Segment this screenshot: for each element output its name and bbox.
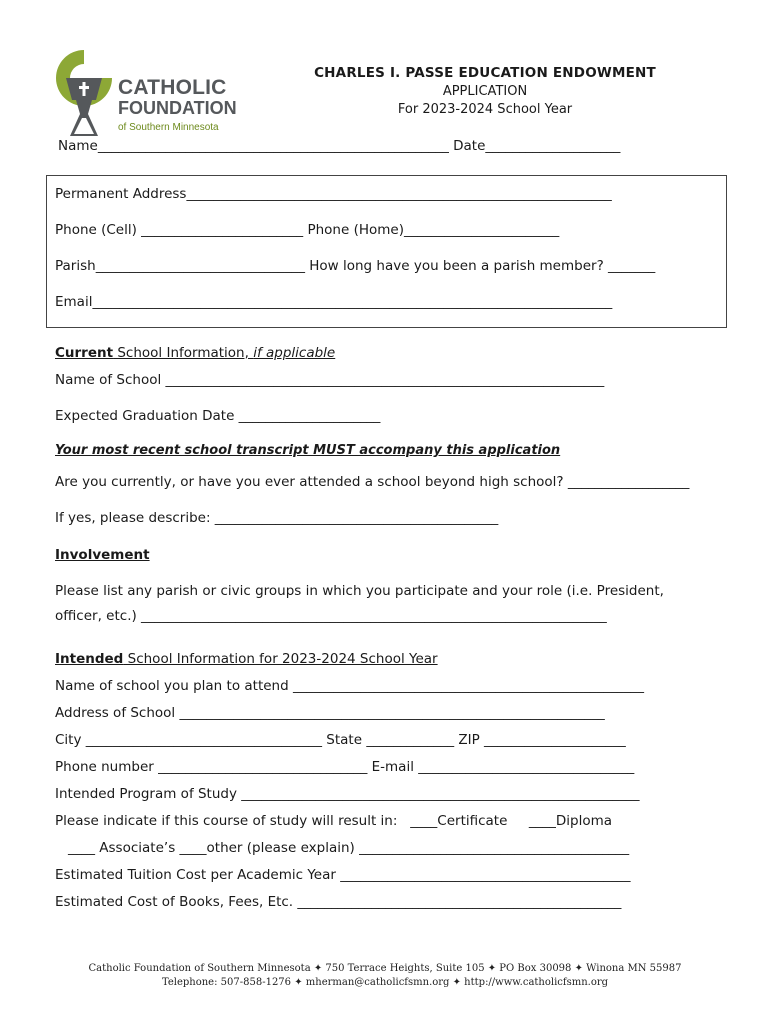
- city-state-zip-field[interactable]: City ___________________________________ State _____________ ZIP _____________________: [55, 732, 626, 748]
- footer-address: Catholic Foundation of Southern Minnesota ✦ 750 Terrace Heights, Suite 105 ✦ PO Box 30098 ✦ Winona MN 55987: [88, 963, 682, 974]
- current-label: Current: [55, 345, 114, 361]
- beyond-high-school-field[interactable]: Are you currently, or have you ever attended a school beyond high school? __________________: [55, 474, 690, 490]
- phone-email-field[interactable]: Phone number _______________________________ E-mail ________________________________: [55, 759, 635, 775]
- result-options-field[interactable]: Please indicate if this course of study will result in: ____Certificate ____Diploma: [55, 813, 613, 829]
- form-title: CHARLES I. PASSE EDUCATION ENDOWMENT: [314, 65, 656, 81]
- logo-line-catholic: CATHOLIC: [118, 76, 227, 99]
- phone-field[interactable]: Phone (Cell) ________________________ Phone (Home)_______________________: [55, 222, 560, 238]
- form-subtitle: APPLICATION: [442, 84, 528, 99]
- logo-line-foundation: FOUNDATION: [118, 98, 237, 118]
- permanent-address-field[interactable]: Permanent Address_______________________________________________________________: [55, 186, 612, 202]
- intended-school-heading: [55, 651, 438, 667]
- involvement-heading: Involvement: [55, 547, 150, 563]
- name-date-field[interactable]: Name____________________________________________________ Date____________________: [58, 138, 621, 154]
- graduation-date-field[interactable]: Expected Graduation Date _____________________: [55, 408, 381, 424]
- intended-title-rest: School Information for 2023-2024 School Year: [123, 651, 438, 667]
- footer-contact: Telephone: 507-858-1276 ✦ mherman@catholicfsmn.org ✦ http://www.catholicfsmn.org: [161, 977, 609, 988]
- result-options-field-2[interactable]: ____ Associate’s ____other (please explain) ________________________________________: [68, 840, 630, 856]
- intended-label: Intended: [55, 651, 124, 667]
- describe-field[interactable]: If yes, please describe: __________________________________________: [55, 510, 499, 526]
- foundation-logo: [52, 48, 262, 140]
- parish-field[interactable]: Parish_______________________________ How long have you been a parish member? _______: [55, 258, 656, 274]
- current-school-heading: [55, 345, 335, 361]
- logo-line-southern-minnesota: of Southern Minnesota: [118, 122, 219, 133]
- tuition-cost-field[interactable]: Estimated Tuition Cost per Academic Year ___________________________________________: [55, 867, 631, 883]
- current-title-italic: if applicable: [253, 345, 336, 361]
- school-address-field[interactable]: Address of School _______________________________________________________________: [55, 705, 605, 721]
- intended-school-name-field[interactable]: Name of school you plan to attend ____________________________________________________: [55, 678, 644, 694]
- form-year: For 2023-2024 School Year: [397, 102, 573, 117]
- email-field[interactable]: Email_____________________________________________________________________________: [55, 294, 613, 310]
- program-of-study-field[interactable]: Intended Program of Study ___________________________________________________________: [55, 786, 640, 802]
- books-fees-field[interactable]: Estimated Cost of Books, Fees, Etc. ________________________________________________: [55, 894, 622, 910]
- chalice-sunburst-icon: [52, 48, 116, 140]
- current-title-rest: School Information,: [113, 345, 254, 361]
- involvement-field[interactable]: officer, etc.) _____________________________________________________________________: [55, 608, 607, 624]
- current-school-name-field[interactable]: Name of School _________________________________________________________________: [55, 372, 605, 388]
- transcript-notice: Your most recent school transcript MUST accompany this application: [55, 443, 561, 458]
- involvement-prompt: Please list any parish or civic groups in which you participate and your role (i.e. President,: [55, 583, 664, 599]
